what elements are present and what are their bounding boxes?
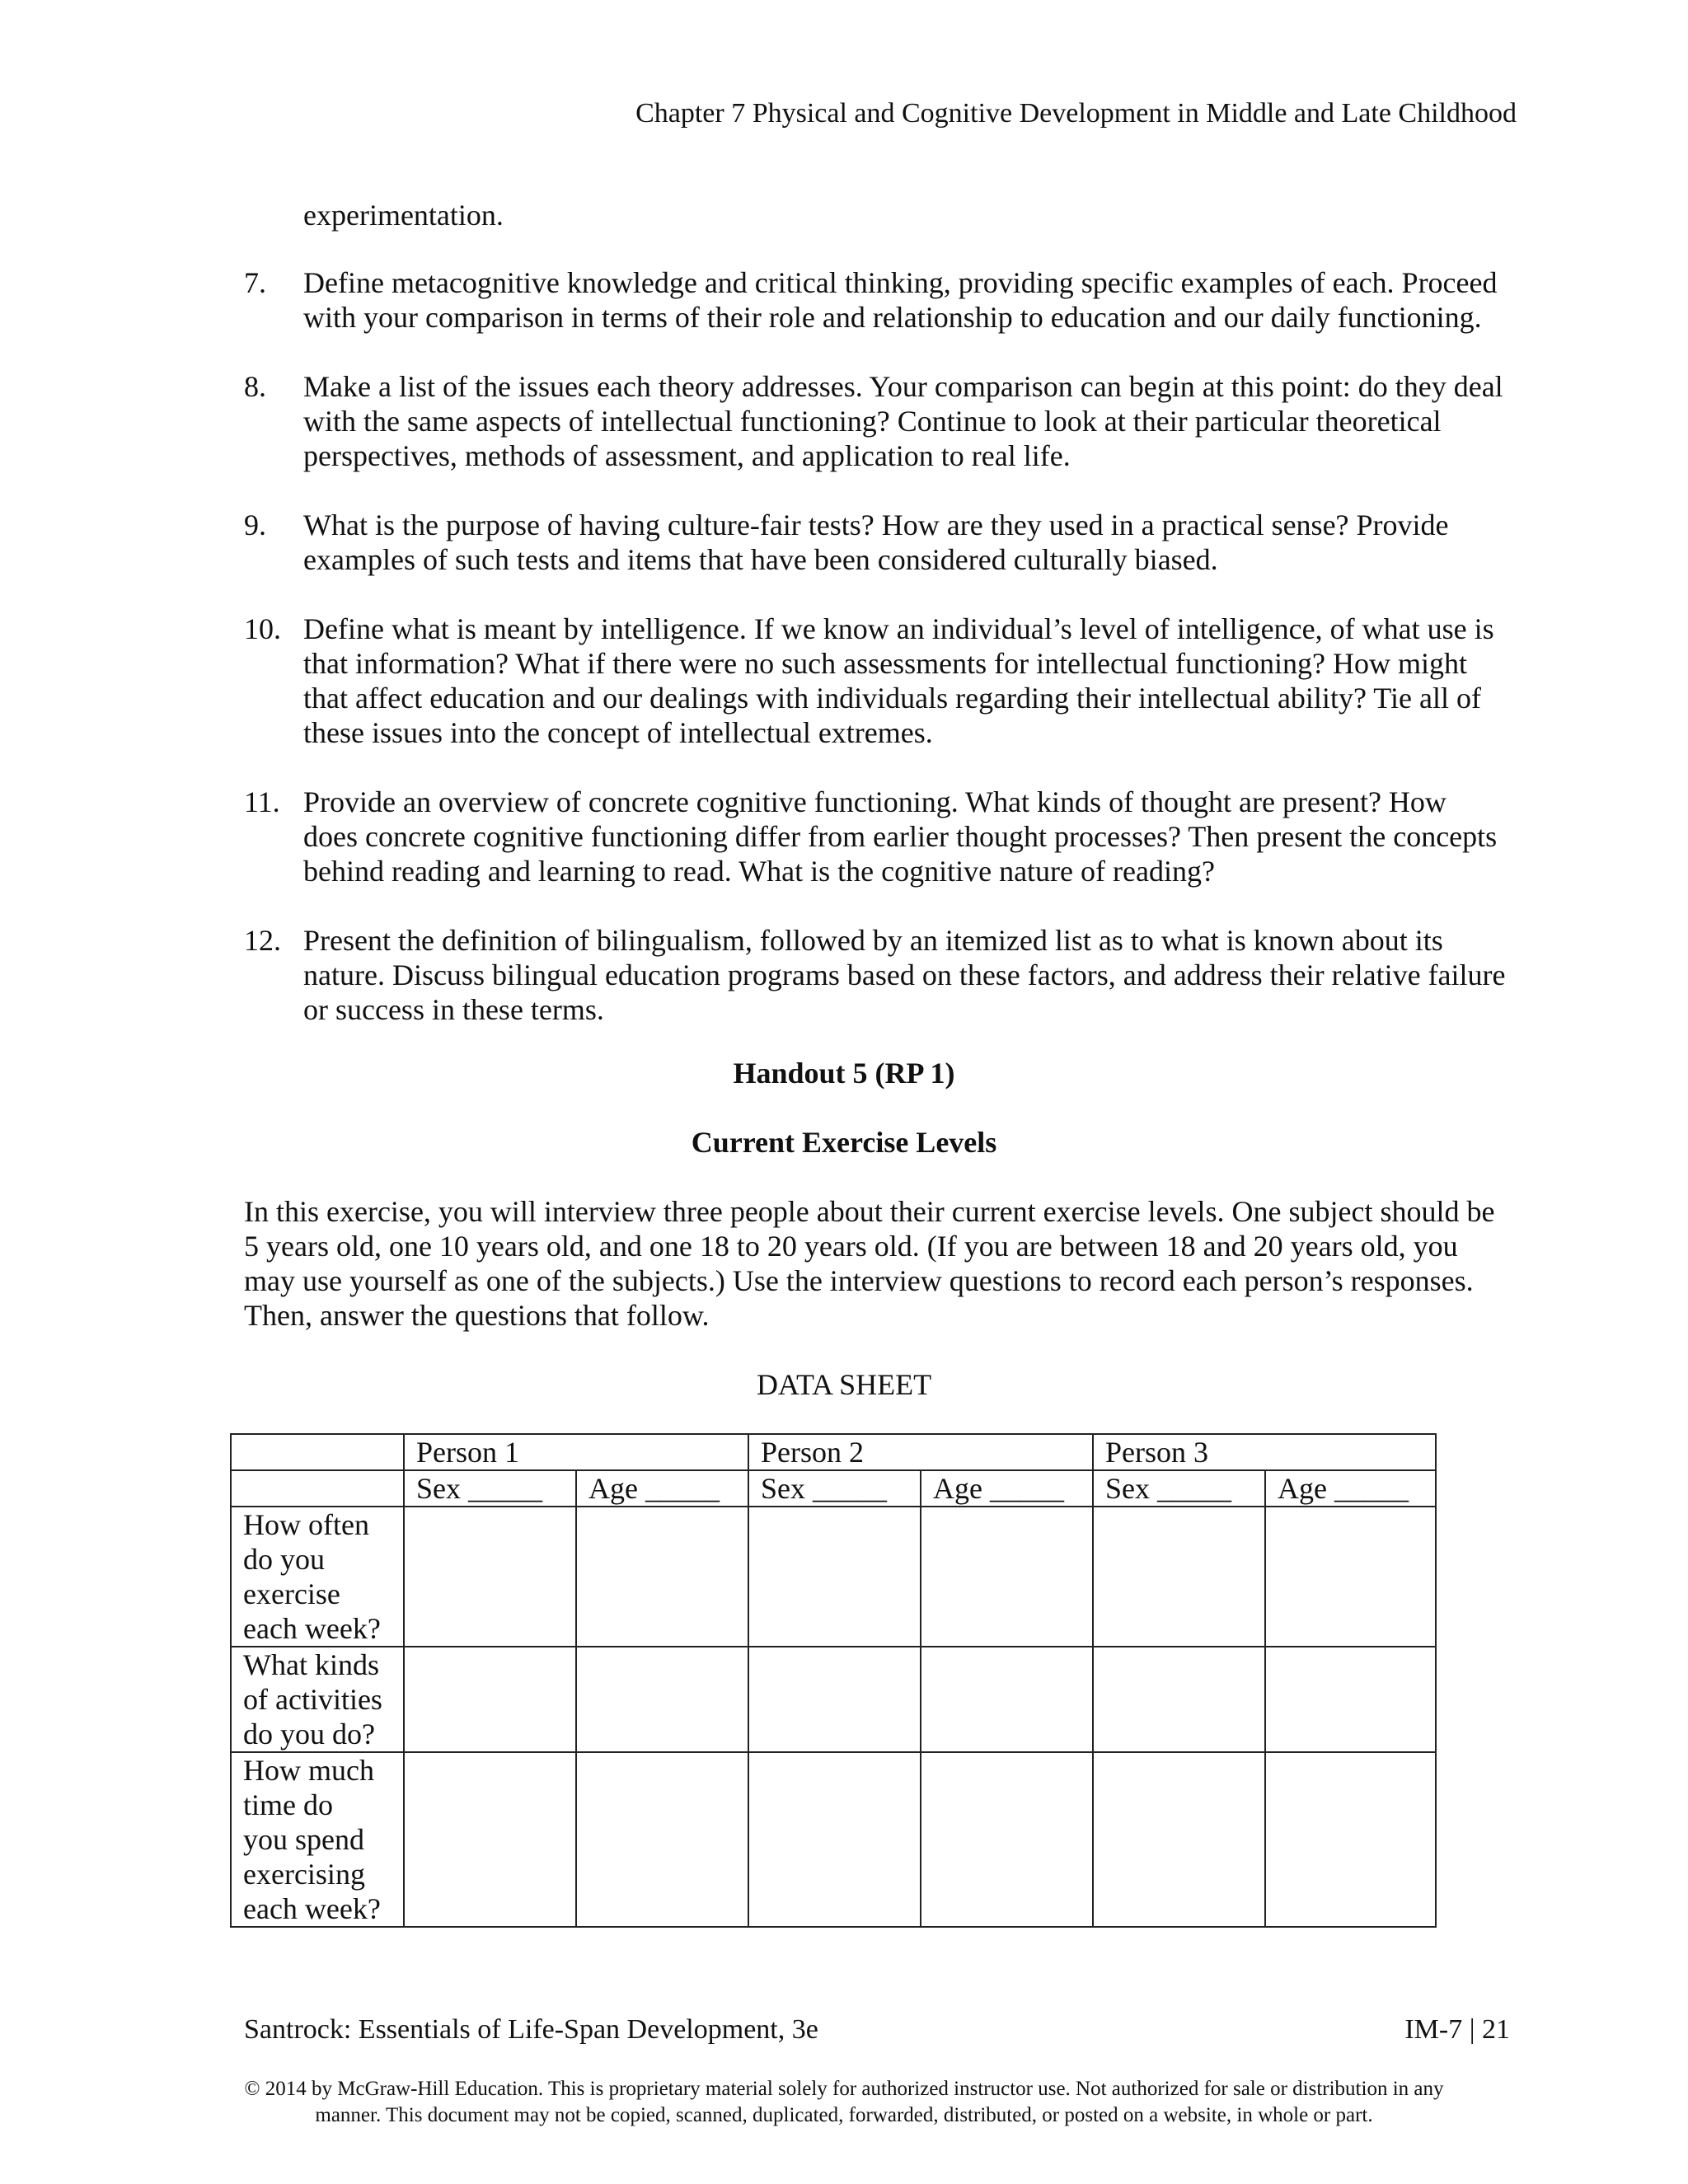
- question-item: [244, 369, 1518, 473]
- question-line: nature. Discuss bilingual education programs based on these factors, and address their relative failure: [303, 958, 1506, 991]
- response-cell[interactable]: [1265, 1507, 1436, 1647]
- footer-page-number: IM-7 | 21: [1404, 2014, 1510, 2045]
- row-question: [231, 1507, 404, 1647]
- person-header-row: [231, 1434, 1436, 1470]
- row-question-line: each week?: [243, 1612, 381, 1645]
- question-text: [303, 265, 1518, 335]
- question-row-activities: [231, 1647, 1436, 1752]
- row-question-line: time do: [243, 1788, 333, 1821]
- row-question-line: How much: [243, 1754, 374, 1787]
- row-question-line: do you do?: [243, 1718, 375, 1750]
- age-field[interactable]: Age _____: [1265, 1470, 1436, 1507]
- response-cell[interactable]: [404, 1647, 576, 1752]
- row-question-line: do you: [243, 1543, 325, 1576]
- corner-cell: [231, 1434, 404, 1470]
- response-cell[interactable]: [1265, 1647, 1436, 1752]
- question-text: [303, 369, 1518, 473]
- row-question: [231, 1647, 404, 1752]
- person-1-header: Person 1: [404, 1434, 748, 1470]
- copyright-line: © 2014 by McGraw-Hill Education. This is proprietary material solely for authorized instructor use. Not authorized for sale or distribution in any: [244, 2078, 1444, 2100]
- question-item: [244, 612, 1518, 750]
- question-line: does concrete cognitive functioning differ from earlier thought processes? Then present the concepts: [303, 820, 1498, 853]
- copyright-notice: [0, 2076, 1688, 2129]
- response-cell[interactable]: [1265, 1752, 1436, 1927]
- response-cell[interactable]: [921, 1507, 1093, 1647]
- intro-line: may use yourself as one of the subjects.) Use the interview questions to record each person’s responses.: [244, 1264, 1474, 1297]
- row-question-line: exercise: [243, 1577, 340, 1610]
- row-question-line: How often: [243, 1508, 369, 1541]
- question-number: 9.: [244, 509, 266, 541]
- row-question-line: of activities: [243, 1683, 382, 1716]
- intro-line: 5 years old, one 10 years old, and one 18 to 20 years old. (If you are between 18 and 20 years old, you: [244, 1230, 1458, 1263]
- response-cell[interactable]: [921, 1752, 1093, 1927]
- response-cell[interactable]: [576, 1752, 748, 1927]
- question-line: Make a list of the issues each theory addresses. Your comparison can begin at this point: do they deal: [303, 370, 1503, 403]
- row-question-line: What kinds: [243, 1648, 379, 1681]
- question-line: What is the purpose of having culture-fair tests? How are they used in a practical sense? Provide: [303, 509, 1449, 541]
- sex-age-row: [231, 1470, 1436, 1507]
- discussion-questions: [244, 265, 1518, 1062]
- response-cell[interactable]: [576, 1507, 748, 1647]
- question-line: with your comparison in terms of their role and relationship to education and our daily functioning.: [303, 301, 1482, 334]
- continuation-text: experimentation.: [303, 199, 504, 232]
- exercise-title: Current Exercise Levels: [691, 1126, 997, 1159]
- question-item: [244, 785, 1518, 888]
- response-cell[interactable]: [1093, 1752, 1265, 1927]
- question-line: that information? What if there were no such assessments for intellectual functioning? How might: [303, 647, 1467, 680]
- question-number: 8.: [244, 370, 266, 403]
- response-cell[interactable]: [921, 1647, 1093, 1752]
- question-line: Define what is meant by intelligence. If we know an individual’s level of intelligence, of what use is: [303, 612, 1494, 645]
- response-cell[interactable]: [1093, 1647, 1265, 1752]
- question-text: [303, 508, 1518, 577]
- chapter-header: Chapter 7 Physical and Cognitive Development in Middle and Late Childhood: [635, 98, 1517, 129]
- age-field[interactable]: Age _____: [921, 1470, 1093, 1507]
- question-item: [244, 265, 1518, 335]
- question-line: Provide an overview of concrete cognitive functioning. What kinds of thought are present? How: [303, 785, 1447, 818]
- question-line: perspectives, methods of assessment, and application to real life.: [303, 439, 1071, 472]
- age-field[interactable]: Age _____: [576, 1470, 748, 1507]
- sex-field[interactable]: Sex _____: [1093, 1470, 1265, 1507]
- intro-line: In this exercise, you will interview three people about their current exercise levels. One subject should be: [244, 1195, 1495, 1228]
- question-text: [303, 785, 1518, 888]
- person-3-header: Person 3: [1093, 1434, 1436, 1470]
- question-text: [303, 612, 1518, 750]
- response-cell[interactable]: [1093, 1507, 1265, 1647]
- footer-book-title: Santrock: Essentials of Life-Span Development, 3e: [244, 2014, 818, 2045]
- question-line: with the same aspects of intellectual functioning? Continue to look at their particular theoretical: [303, 405, 1442, 438]
- copyright-line: manner. This document may not be copied, scanned, duplicated, forwarded, distributed, or posted on a website, in whole or part.: [315, 2104, 1373, 2126]
- question-number: 12.: [244, 924, 281, 957]
- response-cell[interactable]: [404, 1752, 576, 1927]
- row-question-line: each week?: [243, 1892, 381, 1925]
- question-line: Define metacognitive knowledge and critical thinking, providing specific examples of each. Proceed: [303, 266, 1498, 299]
- question-line: or success in these terms.: [303, 993, 604, 1026]
- sex-field[interactable]: Sex _____: [748, 1470, 921, 1507]
- question-line: that affect education and our dealings with individuals regarding their intellectual ability? Tie all of: [303, 682, 1481, 715]
- datasheet-title: DATA SHEET: [756, 1368, 932, 1401]
- response-cell[interactable]: [748, 1752, 921, 1927]
- response-cell[interactable]: [748, 1507, 921, 1647]
- question-line: Present the definition of bilingualism, followed by an itemized list as to what is known about its: [303, 924, 1443, 957]
- question-number: 11.: [244, 785, 280, 818]
- question-line: examples of such tests and items that have been considered culturally biased.: [303, 543, 1218, 576]
- row-question-line: you spend: [243, 1823, 364, 1856]
- question-line: these issues into the concept of intellectual extremes.: [303, 716, 933, 749]
- question-line: behind reading and learning to read. What is the cognitive nature of reading?: [303, 855, 1215, 888]
- handout-title: Handout 5 (RP 1): [733, 1057, 955, 1090]
- question-number: 7.: [244, 266, 266, 299]
- question-row-frequency: [231, 1507, 1436, 1647]
- question-row-time: [231, 1752, 1436, 1927]
- row-question: [231, 1752, 404, 1927]
- person-2-header: Person 2: [748, 1434, 1093, 1470]
- question-item: [244, 508, 1518, 577]
- question-text: [303, 923, 1518, 1027]
- intro-paragraph: [244, 1194, 1494, 1333]
- question-number: 10.: [244, 612, 281, 645]
- question-item: [244, 923, 1518, 1027]
- sex-field[interactable]: Sex _____: [404, 1470, 576, 1507]
- response-cell[interactable]: [748, 1647, 921, 1752]
- response-cell[interactable]: [404, 1507, 576, 1647]
- row-question-line: exercising: [243, 1858, 365, 1891]
- corner-cell: [231, 1470, 404, 1507]
- data-sheet-table: [230, 1433, 1437, 1928]
- response-cell[interactable]: [576, 1647, 748, 1752]
- intro-line: Then, answer the questions that follow.: [244, 1299, 710, 1332]
